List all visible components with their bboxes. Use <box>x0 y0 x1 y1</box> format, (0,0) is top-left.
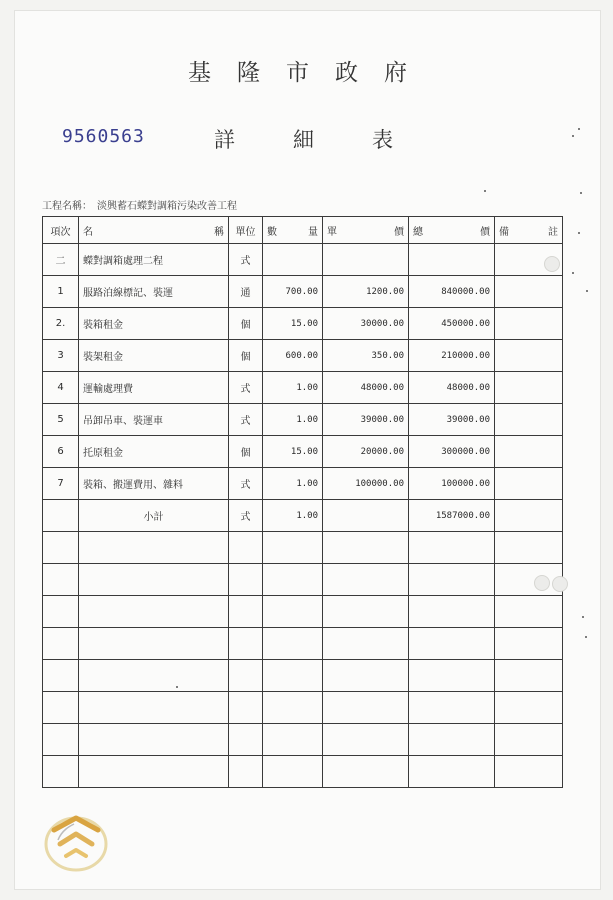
project-name-label: 工程名稱： 淡興蓄石蠑對調箱污染改善工程 <box>42 201 237 212</box>
cell-no: 2. <box>43 308 79 340</box>
blank-cell <box>409 692 495 724</box>
header-name <box>79 217 229 244</box>
table-row <box>43 372 563 404</box>
blank-cell <box>229 692 263 724</box>
cell-name: 裝箱租金 <box>79 308 229 340</box>
blank-cell <box>409 596 495 628</box>
blank-cell <box>79 628 229 660</box>
cell-remark <box>495 340 563 372</box>
table-row <box>43 436 563 468</box>
cell-name: 服路泊線標記、裝運 <box>79 276 229 308</box>
scan-speck <box>586 290 588 292</box>
blank-cell <box>263 692 323 724</box>
blank-cell <box>79 532 229 564</box>
cell-unit: 個 <box>229 436 263 468</box>
blank-cell <box>263 756 323 788</box>
cell-remark <box>495 404 563 436</box>
cell-remark <box>495 308 563 340</box>
cell-total: 1587000.00 <box>409 500 495 532</box>
header-remark-right: 註 <box>548 226 558 238</box>
scan-speck <box>572 135 574 137</box>
cell-name: 運輸處理費 <box>79 372 229 404</box>
cell-total: 48000.00 <box>409 372 495 404</box>
cell-total <box>409 244 495 276</box>
table-body <box>43 244 563 788</box>
blank-cell <box>79 724 229 756</box>
cell-unit-price: 48000.00 <box>323 372 409 404</box>
cell-name: 吊卸吊車、裝運車 <box>79 404 229 436</box>
cell-no: 3 <box>43 340 79 372</box>
cell-quantity: 15.00 <box>263 308 323 340</box>
blank-row <box>43 692 563 724</box>
header-total <box>409 217 495 244</box>
cell-unit-price: 350.00 <box>323 340 409 372</box>
blank-cell <box>43 628 79 660</box>
header-unit-price <box>323 217 409 244</box>
cell-quantity: 700.00 <box>263 276 323 308</box>
blank-cell <box>495 724 563 756</box>
blank-cell <box>409 564 495 596</box>
cell-name: 小計 <box>79 500 229 532</box>
blank-row <box>43 596 563 628</box>
blank-cell <box>409 756 495 788</box>
blank-cell <box>229 532 263 564</box>
blank-cell <box>229 596 263 628</box>
cell-name: 蠑對調箱處理二程 <box>79 244 229 276</box>
table-row <box>43 276 563 308</box>
punch-hole <box>534 575 550 591</box>
table-row <box>43 468 563 500</box>
blank-cell <box>263 660 323 692</box>
blank-row <box>43 532 563 564</box>
cell-name: 裝箱、搬運費用、雜料 <box>79 468 229 500</box>
cell-unit-price: 100000.00 <box>323 468 409 500</box>
cell-unit: 通 <box>229 276 263 308</box>
blank-cell <box>43 724 79 756</box>
blank-cell <box>409 532 495 564</box>
cell-remark <box>495 276 563 308</box>
cell-quantity: 1.00 <box>263 500 323 532</box>
blank-cell <box>263 532 323 564</box>
blank-cell <box>229 660 263 692</box>
cell-unit: 式 <box>229 500 263 532</box>
blank-cell <box>43 564 79 596</box>
header-unit-price-right: 價 <box>394 226 404 238</box>
blank-cell <box>263 596 323 628</box>
cell-unit: 個 <box>229 340 263 372</box>
cell-quantity <box>263 244 323 276</box>
blank-cell <box>43 596 79 628</box>
blank-cell <box>495 532 563 564</box>
cell-total: 100000.00 <box>409 468 495 500</box>
blank-cell <box>229 756 263 788</box>
form-title: 詳細表 <box>214 128 451 152</box>
table-row <box>43 404 563 436</box>
scan-speck <box>578 232 580 234</box>
blank-row <box>43 756 563 788</box>
cell-unit-price <box>323 500 409 532</box>
header-unit-price-left: 單 <box>327 226 337 238</box>
blank-cell <box>43 692 79 724</box>
blank-cell <box>263 724 323 756</box>
blank-cell <box>263 564 323 596</box>
blank-cell <box>409 628 495 660</box>
cell-no: 二 <box>43 244 79 276</box>
header-total-right: 價 <box>480 226 490 238</box>
header-unit: 單位 <box>229 217 263 244</box>
detail-table <box>42 216 563 788</box>
cell-quantity: 1.00 <box>263 372 323 404</box>
blank-cell <box>229 724 263 756</box>
blank-cell <box>323 596 409 628</box>
table-row <box>43 308 563 340</box>
cell-unit: 式 <box>229 404 263 436</box>
blank-cell <box>323 532 409 564</box>
blank-cell <box>323 756 409 788</box>
cell-total: 210000.00 <box>409 340 495 372</box>
cell-no: 1 <box>43 276 79 308</box>
blank-cell <box>79 564 229 596</box>
blank-cell <box>43 660 79 692</box>
cell-total: 39000.00 <box>409 404 495 436</box>
blank-cell <box>495 596 563 628</box>
blank-cell <box>323 564 409 596</box>
blank-cell <box>229 628 263 660</box>
cell-total: 840000.00 <box>409 276 495 308</box>
cell-unit-price: 20000.00 <box>323 436 409 468</box>
cell-remark <box>495 500 563 532</box>
cell-quantity: 1.00 <box>263 468 323 500</box>
cell-no: 6 <box>43 436 79 468</box>
blank-row <box>43 564 563 596</box>
blank-cell <box>495 756 563 788</box>
blank-cell <box>495 692 563 724</box>
table-row <box>43 340 563 372</box>
cell-unit: 式 <box>229 244 263 276</box>
blank-cell <box>323 724 409 756</box>
blank-cell <box>79 692 229 724</box>
blank-cell <box>409 724 495 756</box>
scan-speck <box>578 128 580 130</box>
cell-total: 300000.00 <box>409 436 495 468</box>
blank-row <box>43 628 563 660</box>
cell-remark <box>495 436 563 468</box>
cell-unit: 式 <box>229 372 263 404</box>
blank-cell <box>495 660 563 692</box>
scan-speck <box>484 190 486 192</box>
scan-speck <box>585 636 587 638</box>
header-name-right: 稱 <box>214 226 224 238</box>
scan-speck <box>580 192 582 194</box>
cell-quantity: 600.00 <box>263 340 323 372</box>
cell-remark <box>495 372 563 404</box>
table-row-subtotal <box>43 500 563 532</box>
cell-remark <box>495 468 563 500</box>
cell-no: 4 <box>43 372 79 404</box>
cell-quantity: 1.00 <box>263 404 323 436</box>
table-header-row <box>43 217 563 244</box>
blank-cell <box>323 660 409 692</box>
cell-no <box>43 500 79 532</box>
cell-name: 裝架租金 <box>79 340 229 372</box>
blank-cell <box>79 756 229 788</box>
document-number-stamp: 9560563 <box>62 126 145 147</box>
header-quantity <box>263 217 323 244</box>
cell-total: 450000.00 <box>409 308 495 340</box>
cell-unit: 個 <box>229 308 263 340</box>
blank-cell <box>229 564 263 596</box>
scan-speck <box>176 686 178 688</box>
cell-unit-price: 30000.00 <box>323 308 409 340</box>
archive-logo-icon <box>36 800 116 880</box>
blank-row <box>43 724 563 756</box>
table-row <box>43 244 563 276</box>
cell-quantity: 15.00 <box>263 436 323 468</box>
blank-row <box>43 660 563 692</box>
blank-cell <box>409 660 495 692</box>
punch-hole <box>552 576 568 592</box>
blank-cell <box>79 660 229 692</box>
cell-unit-price <box>323 244 409 276</box>
cell-no: 7 <box>43 468 79 500</box>
cell-unit: 式 <box>229 468 263 500</box>
cell-unit-price: 1200.00 <box>323 276 409 308</box>
header-total-left: 總 <box>413 226 423 238</box>
blank-cell <box>79 596 229 628</box>
header-remark <box>495 217 563 244</box>
punch-hole <box>544 256 560 272</box>
header-remark-left: 備 <box>499 226 509 238</box>
scan-speck <box>582 616 584 618</box>
blank-cell <box>323 692 409 724</box>
cell-unit-price: 39000.00 <box>323 404 409 436</box>
blank-cell <box>323 628 409 660</box>
blank-cell <box>43 756 79 788</box>
cell-no: 5 <box>43 404 79 436</box>
blank-cell <box>495 628 563 660</box>
header-quantity-left: 數 <box>267 226 277 238</box>
agency-title: 基隆市政府 <box>188 60 433 86</box>
blank-cell <box>43 532 79 564</box>
scan-speck <box>572 272 574 274</box>
cell-name: 托原租金 <box>79 436 229 468</box>
header-name-left: 名 <box>83 226 93 238</box>
header-quantity-right: 量 <box>308 226 318 238</box>
header-item-no: 項次 <box>43 217 79 244</box>
blank-cell <box>263 628 323 660</box>
